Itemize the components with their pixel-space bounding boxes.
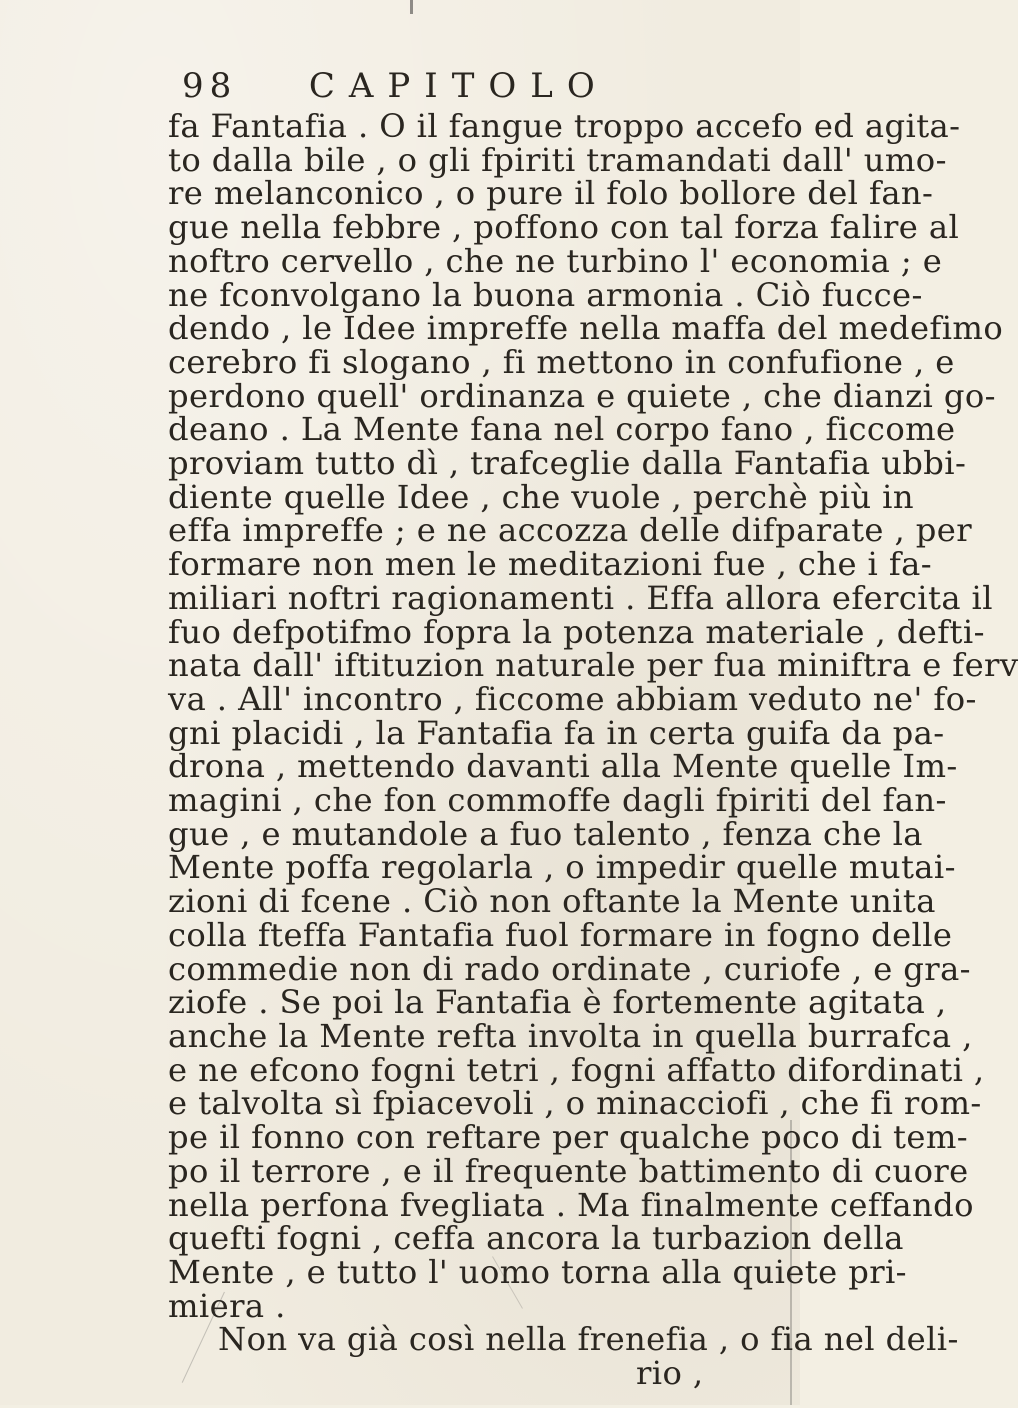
text-line: cerebro fi slogano , fi mettono in confufione , e (168, 342, 955, 381)
text-line: miera . (168, 1286, 286, 1325)
page-header (182, 66, 642, 112)
text-line: miliari noftri ragionamenti . Effa allora efercita il (168, 578, 993, 617)
text-line: nata dall' iftituzion naturale per fua miniftra e ferv (168, 646, 1018, 685)
text-line: Non va già così nella frenefia , o fia nel deli- (218, 1320, 959, 1359)
text-line: deano . La Mente fana nel corpo fano , ficcome (168, 410, 956, 449)
top-edge-mark (410, 0, 413, 14)
text-line: commedie non di rado ordinate , curiofe , e gra- (168, 949, 971, 988)
text-line: fuo defpotifmo fopra la potenza materiale , defti- (168, 612, 985, 651)
text-line: diente quelle Idee , che vuole , perchè più in (168, 477, 914, 516)
text-line: dendo , le Idee impreffe nella maffa del medefimo (168, 309, 1004, 348)
text-line: effa impreffe ; e ne accozza delle difparate , per (168, 511, 973, 550)
text-line: zioni di fcene . Ciò non oftante la Mente unita (168, 882, 936, 921)
text-line: gue nella febbre , poffono con tal forza falire al (168, 208, 960, 247)
text-line: formare non men le meditazioni fue , che i fa- (168, 545, 933, 584)
page-number: 98 (182, 66, 238, 106)
body-text (168, 107, 1018, 1393)
text-line: fa Fantafia . O il fangue troppo accefo ed agita- (168, 107, 961, 145)
text-line: ne fconvolgano la buona armonia . Ciò fucce- (168, 275, 923, 314)
text-line: va . All' incontro , ficcome abbiam veduto ne' fo- (168, 679, 977, 718)
text-line: e ne efcono fogni tetri , fogni affatto difordinati , (168, 1050, 985, 1089)
text-line: drona , mettendo davanti alla Mente quelle Im- (168, 747, 958, 786)
margin-shadow-line (790, 1120, 792, 1405)
text-line: quefti fogni , ceffa ancora la turbazion della (168, 1219, 904, 1258)
text-line: gni placidi , la Fantafia fa in certa guifa da pa- (168, 713, 945, 752)
text-line: po il terrore , e il frequente battimento di cuore (168, 1151, 969, 1190)
text-line: re melanconico , o pure il folo bollore del fan- (168, 174, 934, 213)
text-line: pe il fonno con reftare per qualche poco di tem- (168, 1118, 969, 1157)
text-line: colla fteffa Fantafia fuol formare in fogno delle (168, 915, 953, 954)
text-line: Mente , e tutto l' uomo torna alla quiete pri- (168, 1252, 907, 1291)
text-line: magini , che fon commoffe dagli fpiriti del fan- (168, 781, 947, 820)
catchword: rio , (636, 1354, 704, 1393)
text-line: perdono quell' ordinanza e quiete , che dianzi go- (168, 376, 996, 415)
text-line: to dalla bile , o gli fpiriti tramandati dall' umo- (168, 140, 947, 179)
text-line: ziofe . Se poi la Fantafia è fortemente agitata , (168, 983, 947, 1022)
text-line: Mente poffa regolarla , o impedir quelle mutai- (168, 848, 956, 887)
text-line: proviam tutto dì , trafceglie dalla Fantafia ubbi- (168, 444, 967, 483)
text-line: nella perfona fvegliata . Ma finalmente ceffando (168, 1185, 974, 1224)
running-head: CAPITOLO (308, 66, 609, 106)
text-line: noftro cervello , che ne turbino l' economia ; e (168, 241, 943, 280)
text-line: anche la Mente refta involta in quella burrafca , (168, 1016, 973, 1055)
text-line: e talvolta sì fpiacevoli , o minacciofi , che fi rom- (168, 1084, 982, 1123)
text-line: gue , e mutandole a fuo talento , fenza che la (168, 814, 923, 853)
